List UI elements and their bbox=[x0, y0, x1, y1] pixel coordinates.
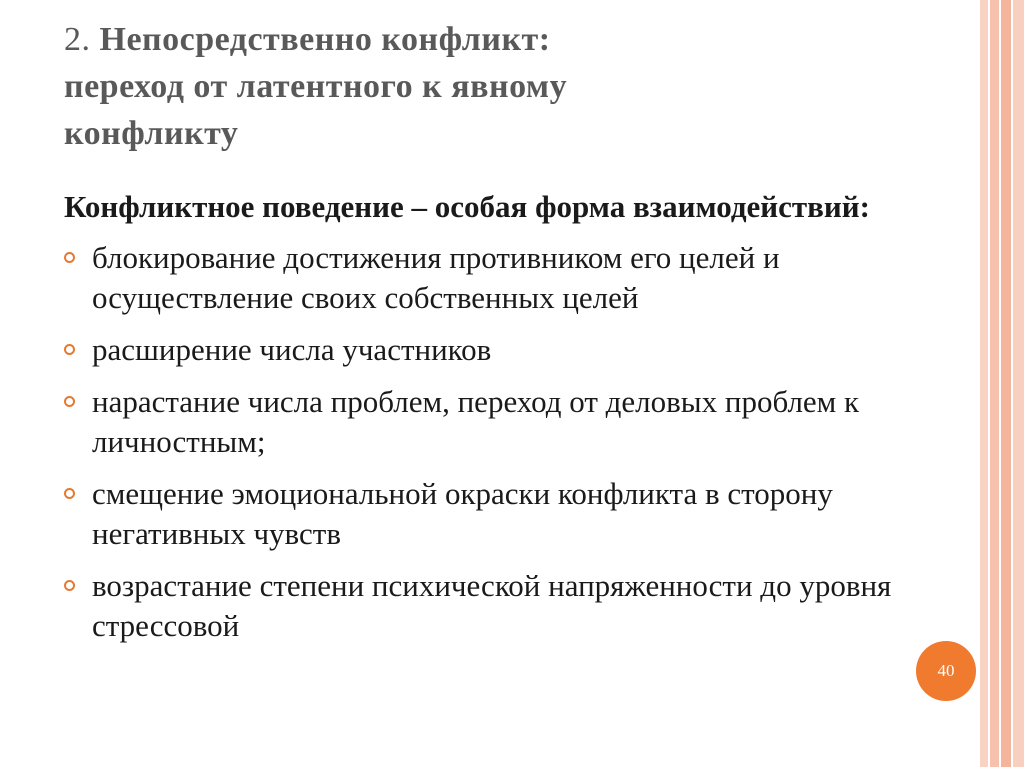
list-item bbox=[64, 330, 914, 370]
list-item-text: возрастание степени психической напряженности до уровня стрессовой bbox=[92, 568, 892, 643]
hollow-circle-bullet-icon bbox=[64, 580, 75, 591]
hollow-circle-bullet-icon bbox=[64, 488, 75, 499]
list-item-text: блокирование достижения противником его целей и осуществление своих собственных целей bbox=[92, 240, 780, 315]
title-main: Непосредственно конфликт: bbox=[99, 21, 551, 58]
list-item bbox=[64, 566, 914, 646]
hollow-circle-bullet-icon bbox=[64, 344, 75, 355]
list-item-text: смещение эмоциональной окраски конфликта в сторону негативных чувств bbox=[92, 476, 833, 551]
list-item bbox=[64, 238, 914, 318]
list-item bbox=[64, 474, 914, 554]
lead-paragraph: Конфликтное поведение – особая форма взаимодействий: bbox=[64, 189, 870, 224]
title-line-2: переход от латентного к явному bbox=[64, 68, 568, 105]
bullet-list bbox=[64, 238, 914, 646]
title-line-3: конфликту bbox=[64, 115, 239, 152]
slide-content bbox=[64, 186, 914, 658]
hollow-circle-bullet-icon bbox=[64, 396, 75, 407]
list-item-text: расширение числа участников bbox=[92, 332, 492, 367]
list-item bbox=[64, 382, 914, 462]
slide-title bbox=[64, 16, 944, 157]
decorative-stripe bbox=[1001, 0, 1011, 767]
hollow-circle-bullet-icon bbox=[64, 252, 75, 263]
page-number-badge: 40 bbox=[916, 641, 976, 701]
title-prefix: 2. bbox=[64, 21, 100, 58]
title-line-1 bbox=[64, 16, 944, 63]
decorative-stripe bbox=[990, 0, 999, 767]
decorative-stripe bbox=[980, 0, 988, 767]
list-item-text: нарастание числа проблем, переход от деловых проблем к личностным; bbox=[92, 384, 860, 459]
decorative-stripe bbox=[1013, 0, 1024, 767]
